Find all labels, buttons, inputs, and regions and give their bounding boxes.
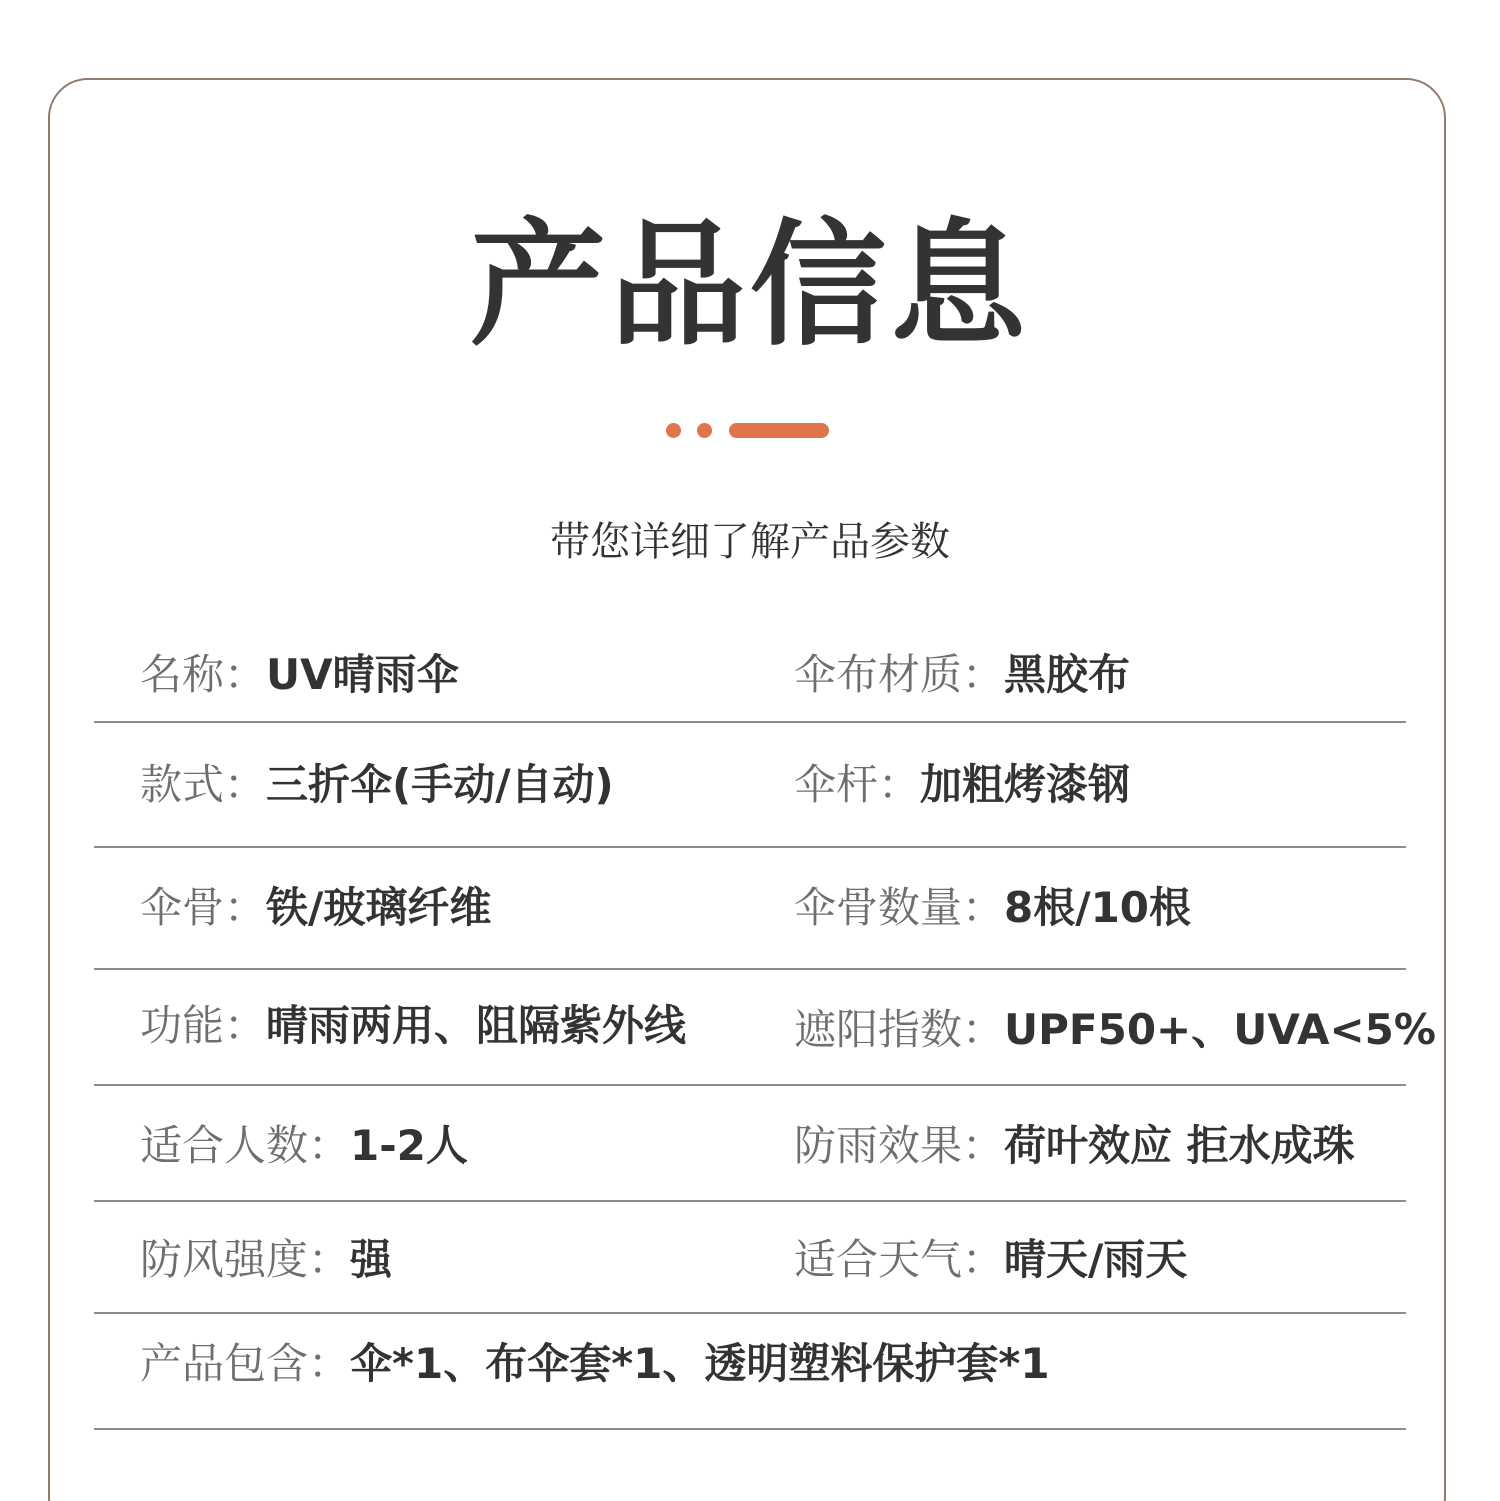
param-value: 晴雨两用、阻隔紫外线 [266, 1001, 687, 1050]
divider-bar [729, 423, 829, 438]
param-key: 款式： [140, 760, 267, 809]
param-rib-count [794, 878, 1191, 938]
param-value: UPF50+、UVA<5% [1004, 1005, 1436, 1054]
param-package [140, 1334, 1050, 1394]
param-rain [794, 1116, 1355, 1176]
param-value: 晴天/雨天 [1004, 1235, 1188, 1284]
param-value: 加粗烤漆钢 [920, 760, 1131, 809]
param-value: 强 [350, 1235, 393, 1284]
param-value: 铁/玻璃纤维 [266, 883, 492, 932]
table-row [94, 970, 1436, 1086]
param-wind [140, 1230, 392, 1290]
param-value: 伞*1、布伞套*1、透明塑料保护套*1 [350, 1339, 1050, 1388]
param-key: 防风强度： [140, 1235, 351, 1284]
table-row [94, 625, 1406, 723]
page-subtitle: 带您详细了解产品参数 [550, 519, 950, 565]
param-key: 伞杆： [794, 760, 921, 809]
param-function [140, 996, 686, 1056]
param-shaft [794, 755, 1130, 815]
param-value: 8根/10根 [1004, 883, 1192, 932]
param-value: UV晴雨伞 [266, 650, 459, 699]
param-fabric [794, 645, 1130, 705]
page-title: 产品信息 [470, 207, 1030, 365]
table-row [94, 1314, 1406, 1430]
param-key: 产品包含： [140, 1339, 351, 1388]
param-style [140, 755, 614, 815]
param-value: 黑胶布 [1004, 650, 1131, 699]
param-key: 伞骨： [140, 883, 267, 932]
param-name [140, 645, 459, 705]
table-row [94, 1086, 1406, 1202]
param-uv-index [794, 1000, 1436, 1060]
table-row [94, 1202, 1406, 1314]
table-row [94, 723, 1406, 848]
divider-dot [666, 423, 681, 438]
param-key: 功能： [140, 1001, 267, 1050]
param-people [140, 1116, 468, 1176]
param-key: 名称： [140, 650, 267, 699]
param-key: 伞骨数量： [794, 883, 1005, 932]
param-key: 遮阳指数： [794, 1005, 1005, 1054]
divider-dot [697, 423, 712, 438]
table-row [94, 848, 1406, 970]
param-value: 1-2人 [350, 1121, 468, 1170]
param-ribs [140, 878, 491, 938]
param-weather [794, 1230, 1187, 1290]
param-key: 防雨效果： [794, 1121, 1005, 1170]
param-key: 适合人数： [140, 1121, 351, 1170]
param-value: 荷叶效应 拒水成珠 [1004, 1121, 1355, 1170]
params-table [94, 625, 1436, 1430]
title-divider [666, 422, 836, 440]
param-value: 三折伞(手动/自动) [266, 760, 614, 809]
param-key: 适合天气： [794, 1235, 1005, 1284]
param-key: 伞布材质： [794, 650, 1005, 699]
